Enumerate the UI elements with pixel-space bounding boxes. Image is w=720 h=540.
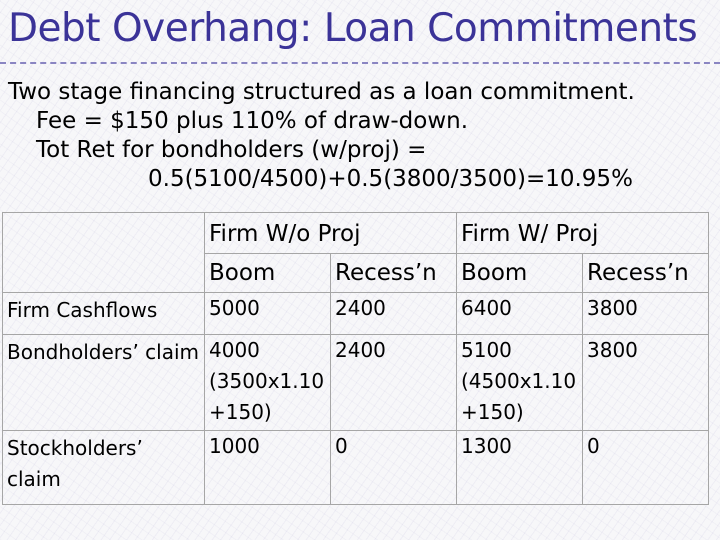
table-cell: 2400 <box>331 293 457 335</box>
group-header-without-project: Firm W/o Proj <box>205 213 457 254</box>
body-line-4: 0.5(5100/4500)+0.5(3800/3500)=10.95% <box>148 166 633 192</box>
table-cell: 1300 <box>457 431 583 505</box>
slide-title: Debt Overhang: Loan Commitments <box>8 6 698 51</box>
table-row <box>3 431 709 505</box>
table-cell: 5000 <box>205 293 331 335</box>
table-header-row <box>3 213 709 254</box>
table-row <box>3 335 709 431</box>
table-cell: 1000 <box>205 431 331 505</box>
table-row <box>3 293 709 335</box>
claims-table <box>2 212 709 505</box>
body-line-1: Two stage financing structured as a loan commitment. <box>8 79 635 105</box>
table-cell: 0 <box>583 431 709 505</box>
body-line-3: Tot Ret for bondholders (w/proj) = <box>36 137 427 163</box>
slide-body <box>8 78 635 194</box>
row-label: Stockholders’ claim <box>3 431 205 505</box>
subheader-cell: Boom <box>457 254 583 293</box>
title-divider <box>0 62 720 64</box>
table-cell: 3800 <box>583 335 709 431</box>
row-label: Bondholders’ claim <box>3 335 205 431</box>
subheader-cell: Boom <box>205 254 331 293</box>
corner-cell <box>3 213 205 293</box>
table-cell: 2400 <box>331 335 457 431</box>
subheader-cell: Recess’n <box>331 254 457 293</box>
table-cell: 0 <box>331 431 457 505</box>
table-cell: 6400 <box>457 293 583 335</box>
row-label: Firm Cashflows <box>3 293 205 335</box>
table-cell: 5100 (4500x1.10 +150) <box>457 335 583 431</box>
table-cell: 4000 (3500x1.10 +150) <box>205 335 331 431</box>
table-cell: 3800 <box>583 293 709 335</box>
subheader-cell: Recess’n <box>583 254 709 293</box>
body-line-2: Fee = $150 plus 110% of draw-down. <box>36 108 469 134</box>
group-header-with-project: Firm W/ Proj <box>457 213 709 254</box>
